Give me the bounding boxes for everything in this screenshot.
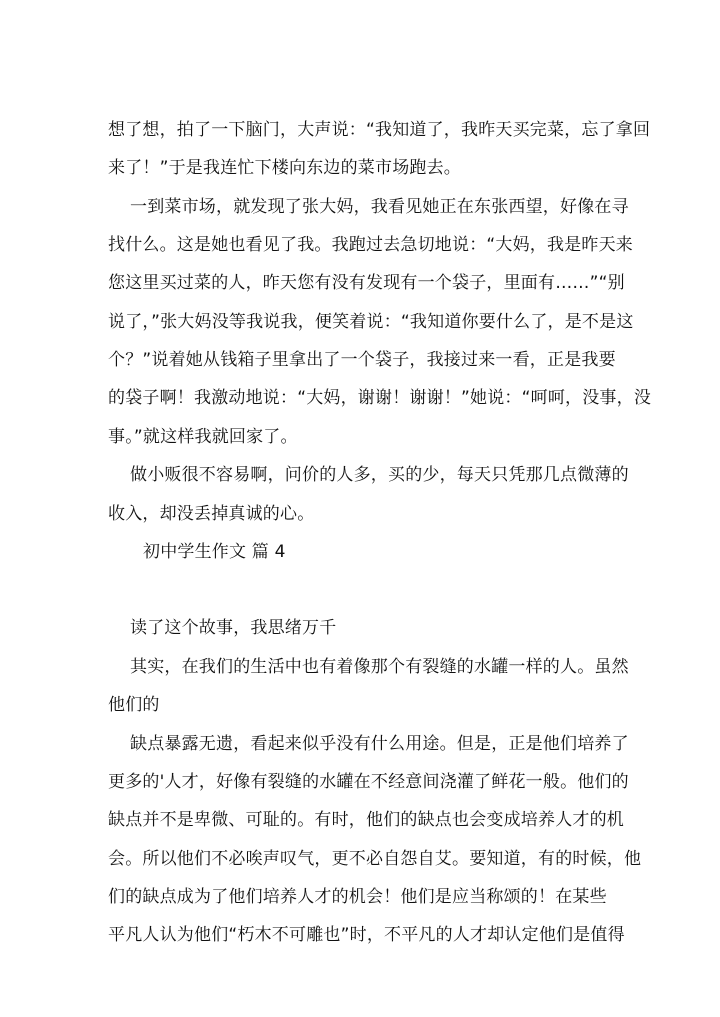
text-line: 找什么。这是她也看见了我。我跑过去急切地说：“大妈，我是昨天来 [108, 235, 634, 255]
text-line: 他们的 [108, 695, 160, 715]
text-line: 缺点暴露无遗，看起来似乎没有什么用途。但是，正是他们培养了 [130, 734, 629, 754]
text-line: 更多的'人才，好像有裂缝的水罐在不经意间浇灌了鲜花一般。他们的 [108, 772, 629, 792]
text-line: 缺点并不是卑微、可耻的。有时，他们的缺点也会变成培养人才的机 [108, 810, 624, 830]
text-line: 们的缺点成为了他们培养人才的机会！他们是应当称颂的！在某些 [108, 887, 607, 907]
text-line: 会。所以他们不必唉声叹气，更不必自怨自艾。要知道，有的时候，他 [108, 849, 642, 869]
text-line: 的袋子啊！我激动地说：“大妈，谢谢！谢谢！”她说：“呵呵，没事，没 [108, 388, 652, 408]
text-line: 您这里买过菜的人，昨天您有没有发现有一个袋子，里面有……”“别 [108, 273, 625, 293]
text-line: 想了想，拍了一下脑门，大声说：“我知道了，我昨天买完菜，忘了拿回 [108, 120, 651, 140]
section-heading: 初中学生作文 篇 4 [143, 542, 286, 562]
text-line: 说了，”张大妈没等我说我，便笑着说：“我知道你要什么了，是不是这 [108, 312, 634, 332]
text-line: 收入，却没丢掉真诚的心。 [108, 504, 315, 524]
text-line: 一到菜市场，就发现了张大妈，我看见她正在东张西望，好像在寻 [130, 197, 629, 217]
text-line: 做小贩很不容易啊，问价的人多，买的少，每天只凭那几点微薄的 [130, 465, 629, 485]
text-line: 事。”就这样我就回家了。 [108, 427, 298, 447]
text-line: 其实，在我们的生活中也有着像那个有裂缝的水罐一样的人。虽然 [130, 657, 629, 677]
text-line: 个？”说着她从钱箱子里拿出了一个袋子，我接过来一看，正是我要 [108, 350, 616, 370]
text-line: 来了！”于是我连忙下楼向东边的菜市场跑去。 [108, 158, 462, 178]
text-line: 平凡人认为他们“朽木不可雕也”时，不平凡的人才却认定他们是值得 [108, 925, 625, 945]
text-line: 读了这个故事，我思绪万千 [130, 618, 337, 638]
